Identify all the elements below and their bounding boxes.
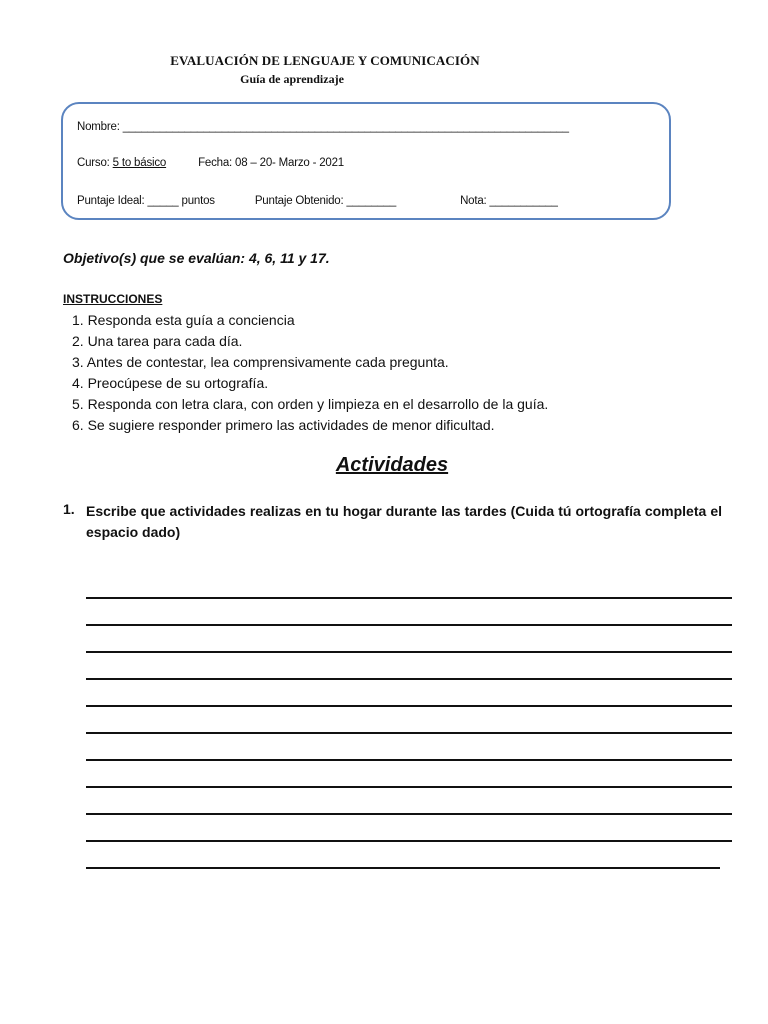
- puntaje-obtenido-field[interactable]: Puntaje Obtenido: ________: [254, 195, 397, 207]
- curso-label: Curso:: [77, 157, 113, 169]
- puntaje-ideal-field[interactable]: Puntaje Ideal: _____ puntos: [77, 195, 215, 207]
- actividades-title: Actividades: [335, 454, 449, 476]
- curso-value[interactable]: 5 to básico: [112, 157, 167, 169]
- student-info-box: [61, 102, 671, 220]
- answer-line[interactable]: [86, 680, 732, 707]
- answer-line[interactable]: [86, 815, 732, 842]
- answer-line[interactable]: [86, 788, 732, 815]
- nota-field[interactable]: Nota: ___________: [460, 195, 558, 207]
- list-item: 4. Preocúpese de su ortografía.: [72, 375, 269, 391]
- puntaje-row: [77, 195, 558, 207]
- nombre-field[interactable]: Nombre: ________________________________________________________________________: [77, 121, 569, 133]
- instrucciones-title: INSTRUCCIONES: [63, 292, 163, 306]
- list-item: 1. Responda esta guía a conciencia: [72, 312, 295, 328]
- document-subtitle: Guía de aprendizaje: [240, 72, 344, 86]
- answer-line[interactable]: [86, 599, 732, 626]
- curso-fecha-row: [77, 157, 344, 169]
- answer-line[interactable]: [86, 761, 732, 788]
- document-title: EVALUACIÓN DE LENGUAJE Y COMUNICACIÓN: [170, 53, 480, 68]
- answer-lines: [86, 572, 732, 869]
- answer-line[interactable]: [86, 707, 732, 734]
- answer-line[interactable]: [86, 842, 720, 869]
- list-item: 5. Responda con letra clara, con orden y limpieza en el desarrollo de la guía.: [72, 396, 549, 412]
- list-item: 2. Una tarea para cada día.: [72, 333, 243, 349]
- instrucciones-list: [72, 310, 548, 436]
- answer-line[interactable]: [86, 653, 732, 680]
- answer-line[interactable]: [86, 572, 732, 599]
- question-text: Escribe que actividades realizas en tu hogar durante las tardes (Cuida tú ortografía completa el espacio dado): [86, 503, 722, 540]
- fecha-field: Fecha: 08 – 20- Marzo - 2021: [198, 157, 344, 169]
- objetivo-text: Objetivo(s) que se evalúan: 4, 6, 11 y 17.: [63, 250, 330, 266]
- answer-line[interactable]: [86, 734, 732, 761]
- question-number: 1.: [63, 501, 75, 517]
- answer-line[interactable]: [86, 626, 732, 653]
- list-item: 6. Se sugiere responder primero las actividades de menor dificultad.: [72, 417, 495, 433]
- list-item: 3. Antes de contestar, lea comprensivamente cada pregunta.: [72, 354, 449, 370]
